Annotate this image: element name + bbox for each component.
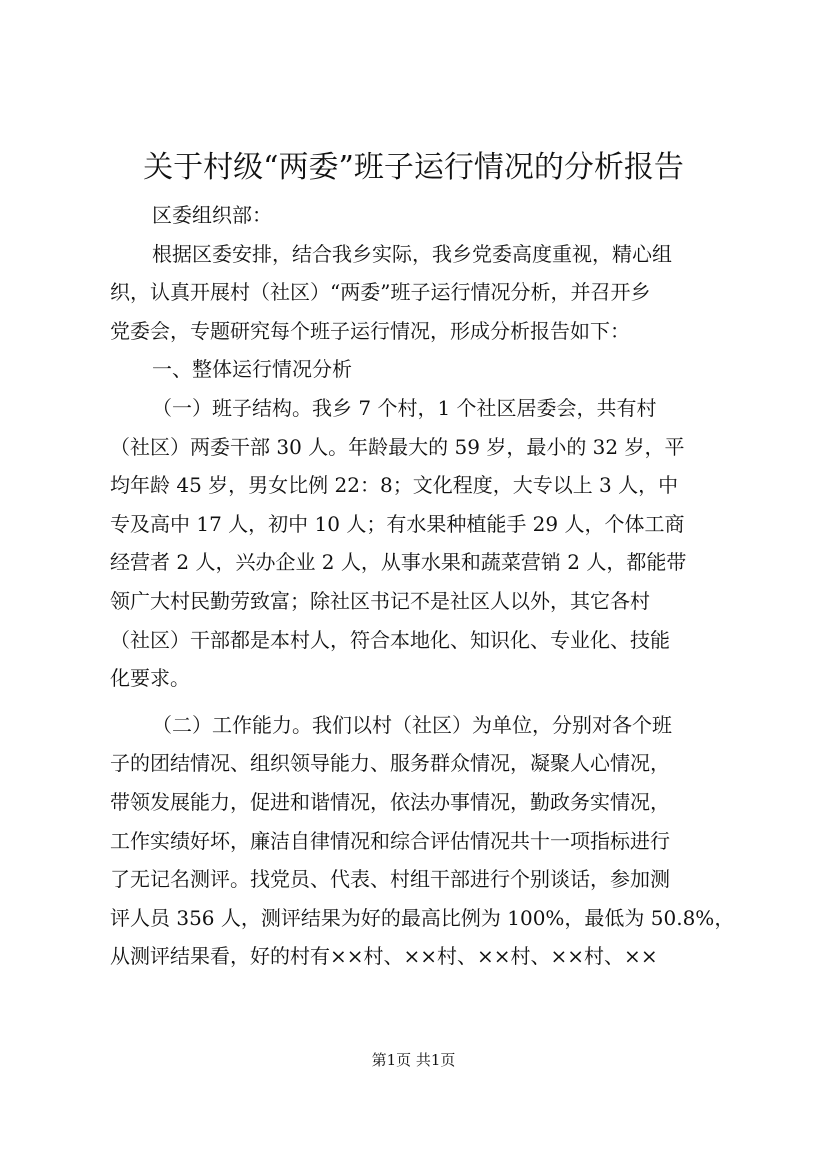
paragraph-line: 化要求。 (110, 666, 190, 691)
salutation-line: 区委组织部： (152, 203, 272, 227)
paragraph-line: 从测评结果看，好的村有××村、××村、××村、××村、×× (110, 944, 658, 969)
section-heading: 一、整体运行情况分析 (152, 357, 352, 382)
paragraph-line: 经营者 2 人，兴办企业 2 人，从事水果和蔬菜营销 2 人，都能带 (110, 550, 687, 575)
document-body (110, 196, 750, 976)
paragraph-line: （一）班子结构。我乡 7 个村，1 个社区居委会，共有村 (152, 395, 657, 420)
paragraph-line: 党委会，专题研究每个班子运行情况，形成分析报告如下： (110, 318, 630, 343)
paragraph-line: （二）工作能力。我们以村（社区）为单位，分别对各个班 (152, 712, 672, 737)
document-title: 关于村级“两委”班子运行情况的分析报告 (143, 150, 684, 185)
page-footer: 第1页 共1页 (371, 1051, 456, 1069)
paragraph-line: 均年龄 45 岁，男女比例 22：8；文化程度，大专以上 3 人，中 (110, 473, 679, 498)
paragraph-line: 了无记名测评。找党员、代表、村组干部进行个别谈话，参加测 (110, 867, 670, 892)
paragraph-line: （社区）两委干部 30 人。年龄最大的 59 岁，最小的 32 岁，平 (110, 434, 685, 459)
paragraph-line: 子的团结情况、组织领导能力、服务群众情况，凝聚人心情况， (110, 751, 670, 776)
paragraph-line: 领广大村民勤劳致富；除社区书记不是社区人以外，其它各村 (110, 588, 650, 613)
paragraph-line: 工作实绩好坏，廉洁自律情况和综合评估情况共十一项指标进行 (110, 828, 670, 853)
paragraph-line: 织，认真开展村（社区）“两委”班子运行情况分析，并召开乡 (110, 280, 651, 305)
paragraph-line: （社区）干部都是本村人，符合本地化、知识化、专业化、技能 (110, 627, 670, 652)
paragraph-line: 根据区委安排，结合我乡实际，我乡党委高度重视，精心组 (152, 241, 672, 266)
paragraph-line: 评人员 356 人，测评结果为好的最高比例为 100%，最低为 50.8%， (110, 905, 735, 930)
paragraph-line: 专及高中 17 人，初中 10 人；有水果种植能手 29 人，个体工商 (110, 511, 685, 536)
paragraph-line: 带领发展能力，促进和谐情况，依法办事情况，勤政务实情况， (110, 789, 670, 814)
